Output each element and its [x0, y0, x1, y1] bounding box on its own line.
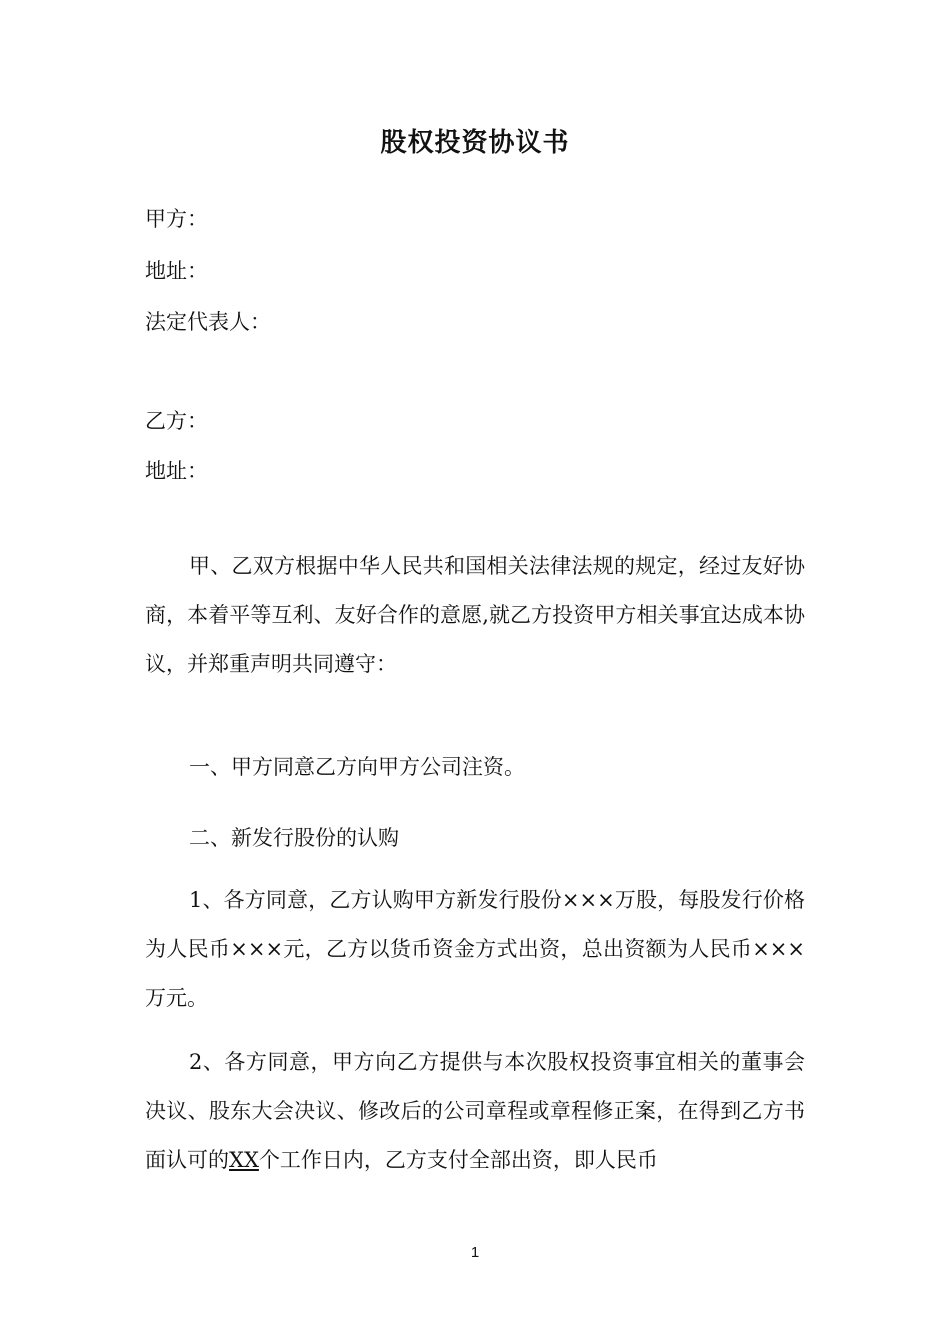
party-b-address: 地址： — [145, 459, 208, 483]
clause-2-paragraph — [145, 1038, 805, 1185]
party-a-address: 地址： — [145, 259, 208, 283]
clause-2-text-after: 个工作日内，乙方支付全部出资，即人民币 — [258, 1148, 658, 1172]
preamble-paragraph: 甲、乙双方根据中华人民共和国相关法律法规的规定，经过友好协商，本着平等互利、友好合作的意愿,就乙方投资甲方相关事宜达成本协议，并郑重声明共同遵守： — [145, 554, 805, 676]
clause-2-text-before: 2、各方同意，甲方向乙方提供与本次股权投资事宜相关的董事会决议、股东大会决议、修改后的公司章程或章程修正案，在得到乙方书面认可的 — [145, 1050, 805, 1172]
party-a-representative: 法定代表人： — [145, 310, 271, 334]
section-1-heading: 一、甲方同意乙方向甲方公司注资。 — [189, 755, 525, 779]
party-b-label: 乙方： — [145, 409, 208, 433]
document-title: 股权投资协议书 — [380, 128, 570, 158]
page-number: 1 — [470, 1244, 480, 1261]
party-a-label: 甲方： — [145, 207, 208, 231]
clause-2-blank-days: XX — [229, 1148, 259, 1172]
clause-1-paragraph: 1、各方同意，乙方认购甲方新发行股份×××万股，每股发行价格为人民币×××元，乙方以货币资金方式出资，总出资额为人民币×××万元。 — [145, 888, 805, 1010]
section-2-heading: 二、新发行股份的认购 — [189, 826, 399, 850]
